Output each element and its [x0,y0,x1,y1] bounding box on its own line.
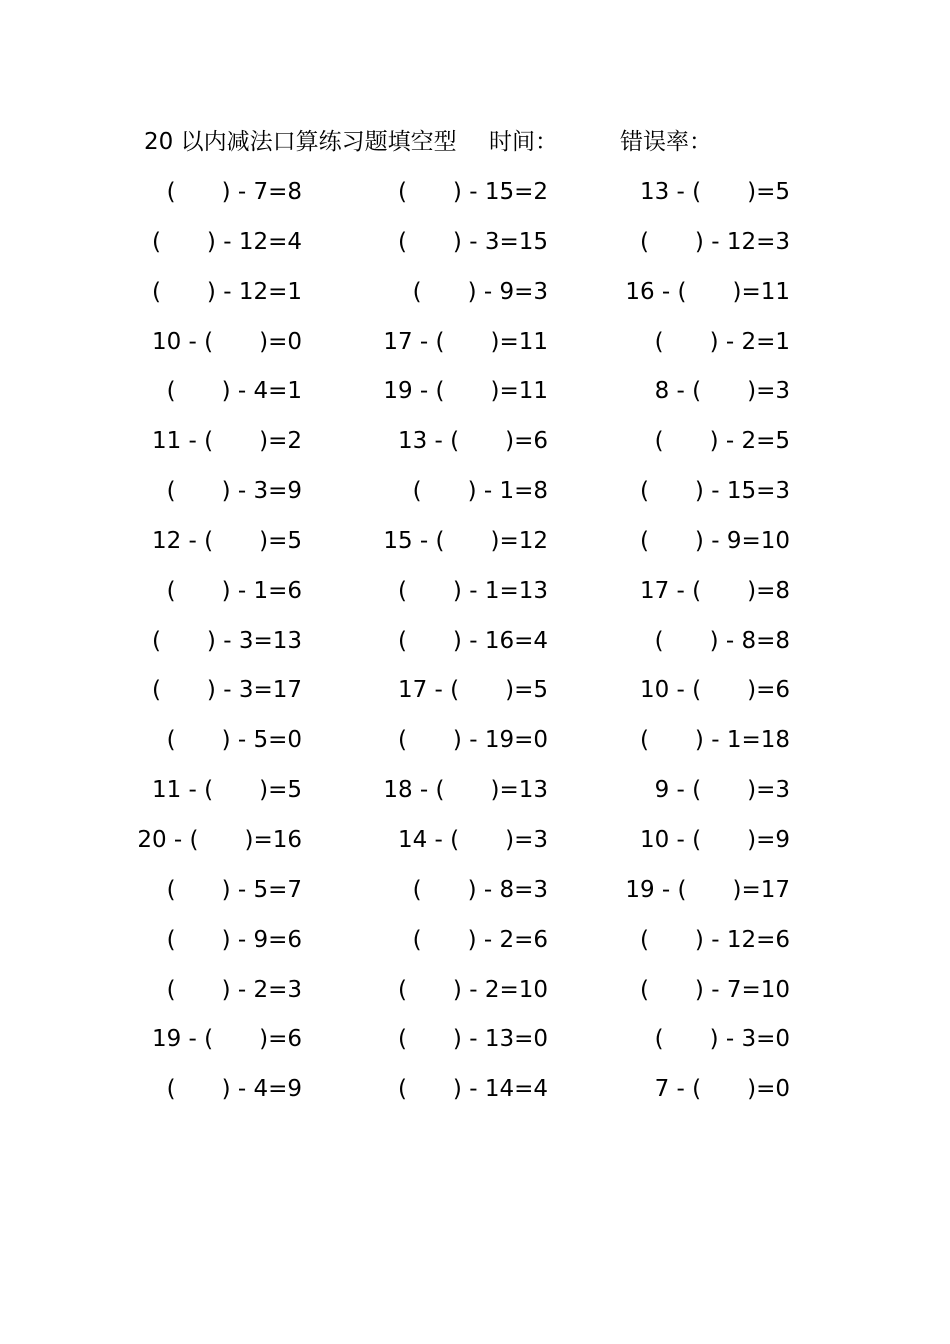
problem-cell: ( ) - 3=17 [151,677,302,704]
problem-cell: 10 - ( )=6 [639,677,790,704]
problem-cell: ( ) - 16=4 [397,627,548,654]
problem-row [0,870,950,920]
problem-row [0,222,950,272]
problem-cell: ( ) - 3=9 [166,478,302,505]
problem-cell: 16 - ( )=11 [625,278,790,305]
problem-cell: 12 - ( )=5 [151,527,302,554]
problem-cell: 13 - ( )=5 [639,179,790,205]
problem-cell: ( ) - 12=6 [639,926,790,953]
problem-row [0,621,950,671]
problem-cell: ( ) - 12=3 [639,228,790,255]
problem-cell: ( ) - 14=4 [397,1076,548,1103]
problem-cell: 10 - ( )=0 [151,328,302,355]
problem-cell: ( ) - 3=0 [654,1026,790,1053]
problem-row [0,322,950,372]
problem-row [0,820,950,870]
problem-cell: 17 - ( )=11 [383,328,548,355]
problem-cell: ( ) - 15=3 [639,478,790,505]
problem-row [0,720,950,770]
problem-cell: ( ) - 9=10 [639,527,790,554]
problem-cell: 13 - ( )=6 [397,428,548,455]
problem-cell: 18 - ( )=13 [383,777,548,804]
problem-cell: ( ) - 7=8 [166,179,302,205]
problem-cell: 11 - ( )=2 [151,428,302,455]
problem-cell: 10 - ( )=9 [639,826,790,853]
problem-row [0,272,950,322]
problem-cell: 19 - ( )=6 [151,1026,302,1053]
problem-cell: ( ) - 1=13 [397,577,548,604]
time-label: 时间： [489,129,558,155]
problem-cell: ( ) - 1=6 [166,577,302,604]
problem-cell: ( ) - 15=2 [397,179,548,205]
problem-cell: ( ) - 13=0 [397,1026,548,1053]
problem-row [0,471,950,521]
problem-cell: 7 - ( )=0 [654,1076,790,1103]
problem-row [0,371,950,421]
problem-cell: ( ) - 5=7 [166,876,302,903]
problem-row [0,670,950,720]
problem-cell: ( ) - 4=9 [166,1076,302,1103]
problem-row [0,521,950,571]
problem-cell: ( ) - 3=13 [151,627,302,654]
problem-row [0,421,950,471]
worksheet-title: 20 以内减法口算练习题填空型 [144,129,457,155]
problem-cell: 20 - ( )=16 [137,826,302,853]
error-rate-label: 错误率： [620,129,712,155]
problem-grid [0,172,950,1119]
problem-cell: ( ) - 2=1 [654,328,790,355]
problem-cell: ( ) - 2=10 [397,976,548,1003]
problem-cell: ( ) - 5=0 [166,727,302,754]
problem-cell: ( ) - 9=6 [166,926,302,953]
problem-cell: 9 - ( )=3 [654,777,790,804]
problem-cell: ( ) - 4=1 [166,378,302,405]
problem-cell: ( ) - 2=6 [412,926,548,953]
problem-row [0,1069,950,1119]
problem-cell: ( ) - 3=15 [397,228,548,255]
problem-row [0,920,950,970]
problem-cell: 17 - ( )=8 [639,577,790,604]
problem-cell: 8 - ( )=3 [654,378,790,405]
problem-row [0,172,950,222]
problem-cell: ( ) - 12=4 [151,228,302,255]
problem-cell: ( ) - 2=5 [654,428,790,455]
problem-row [0,970,950,1020]
problem-cell: ( ) - 7=10 [639,976,790,1003]
problem-cell: 19 - ( )=11 [383,378,548,405]
problem-cell: 11 - ( )=5 [151,777,302,804]
problem-cell: 15 - ( )=12 [383,527,548,554]
problem-row [0,1019,950,1069]
problem-cell: 17 - ( )=5 [397,677,548,704]
problem-cell: ( ) - 9=3 [412,278,548,305]
problem-cell: ( ) - 2=3 [166,976,302,1003]
problem-cell: ( ) - 1=8 [412,478,548,505]
problem-cell: 14 - ( )=3 [397,826,548,853]
problem-row [0,770,950,820]
problem-cell: ( ) - 8=3 [412,876,548,903]
problem-cell: ( ) - 12=1 [151,278,302,305]
problem-row [0,571,950,621]
problem-cell: ( ) - 19=0 [397,727,548,754]
problem-cell: ( ) - 8=8 [654,627,790,654]
problem-cell: 19 - ( )=17 [625,876,790,903]
problem-cell: ( ) - 1=18 [639,727,790,754]
